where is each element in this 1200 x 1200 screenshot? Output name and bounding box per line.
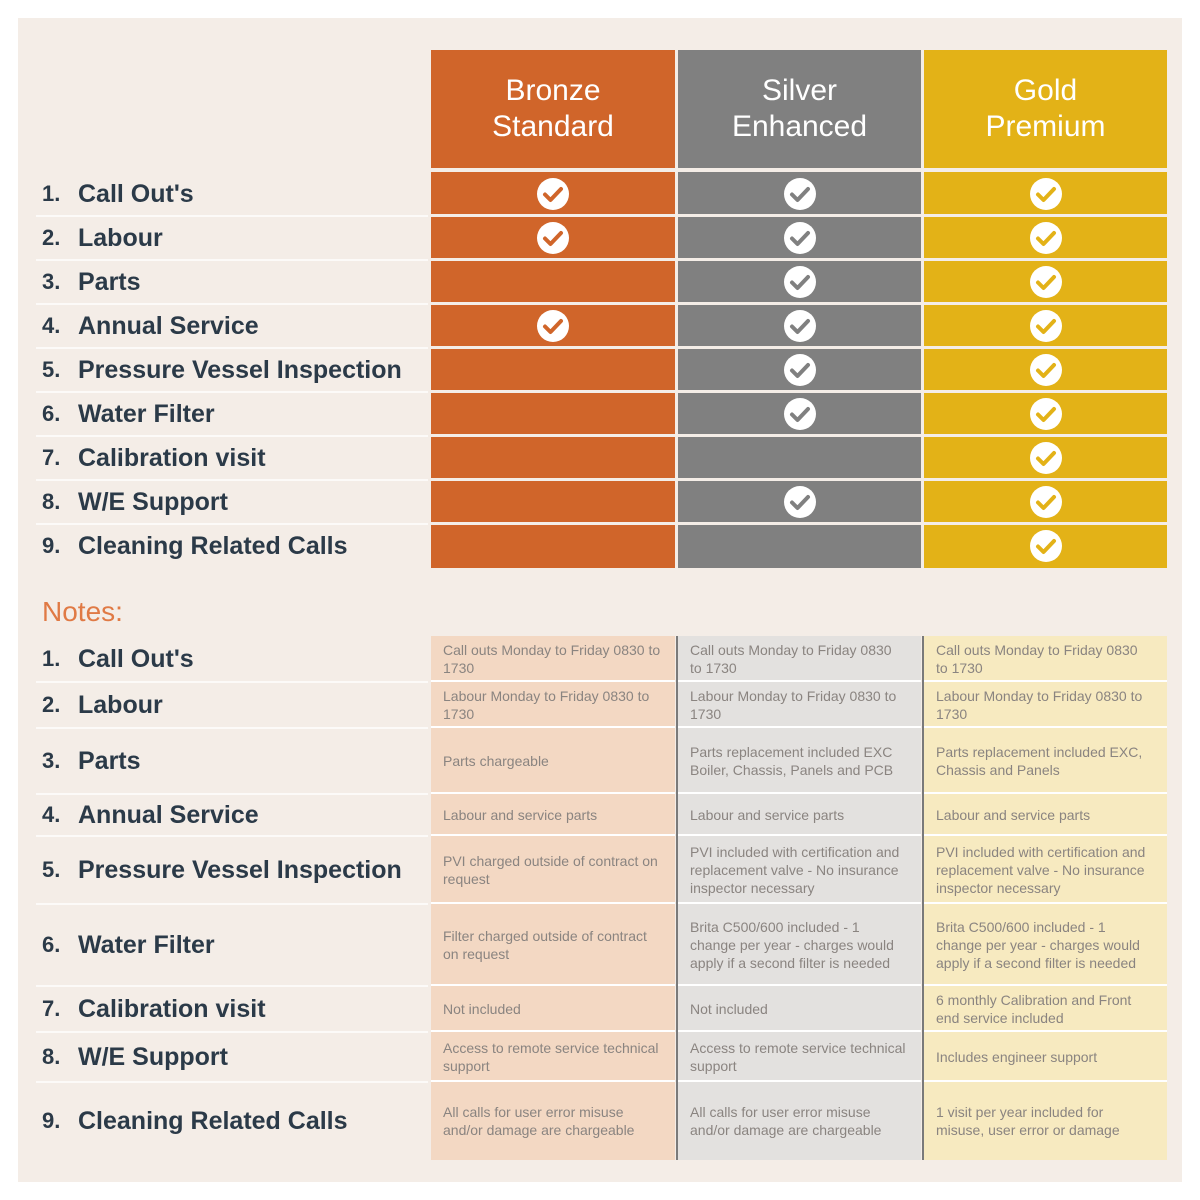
feature-label xyxy=(42,216,163,260)
note-text: Parts chargeable xyxy=(443,753,549,769)
feature-name: Annual Service xyxy=(78,311,259,340)
note-text: Call outs Monday to Friday 0830 to 1730 xyxy=(936,642,1138,676)
feature-label xyxy=(42,348,402,392)
check-icon xyxy=(783,177,817,211)
note-cell xyxy=(936,986,1163,1032)
row-separator xyxy=(431,434,675,437)
feature-label xyxy=(42,436,266,480)
feature-name: W/E Support xyxy=(78,1042,228,1071)
feature-number: 1. xyxy=(42,181,61,206)
feature-name: Cleaning Related Calls xyxy=(78,531,348,560)
notes-title: Notes: xyxy=(42,596,123,627)
note-cell xyxy=(690,1032,917,1082)
feature-label xyxy=(42,392,215,436)
note-cell xyxy=(690,682,917,728)
note-text: Not included xyxy=(443,1001,521,1017)
row-separator xyxy=(431,478,675,481)
row-separator xyxy=(678,258,921,261)
plan-header-bronze xyxy=(431,50,675,168)
note-cell xyxy=(936,636,1163,682)
note-text: Call outs Monday to Friday 0830 to 1730 xyxy=(443,642,661,676)
note-text: Brita C500/600 included - 1 change per year - charges would apply if a second filter is needed xyxy=(690,919,894,971)
check-icon xyxy=(783,221,817,255)
note-cell xyxy=(690,636,917,682)
note-feature-label xyxy=(42,1082,348,1160)
note-cell xyxy=(936,794,1163,836)
row-separator xyxy=(924,522,1167,525)
check-icon xyxy=(1029,397,1063,431)
row-separator xyxy=(678,478,921,481)
feature-label xyxy=(42,480,228,524)
check-icon xyxy=(536,309,570,343)
feature-number: 5. xyxy=(42,857,61,882)
note-feature-label xyxy=(42,986,266,1032)
feature-name: Water Filter xyxy=(78,399,215,428)
row-separator xyxy=(678,522,921,525)
row-separator xyxy=(924,390,1167,393)
check-icon xyxy=(536,177,570,211)
plan-tier: Standard xyxy=(492,110,614,143)
note-cell xyxy=(690,728,917,794)
feature-number: 5. xyxy=(42,357,61,382)
note-cell xyxy=(936,836,1163,904)
row-separator xyxy=(924,478,1167,481)
note-text: Labour Monday to Friday 0830 to 1730 xyxy=(690,688,897,722)
note-cell xyxy=(443,794,671,836)
row-separator xyxy=(678,302,921,305)
row-separator xyxy=(924,214,1167,217)
row-separator xyxy=(431,214,675,217)
note-feature-label xyxy=(42,794,259,836)
feature-name: W/E Support xyxy=(78,487,228,516)
note-text: Labour Monday to Friday 0830 to 1730 xyxy=(443,688,650,722)
feature-number: 6. xyxy=(42,932,61,957)
feature-number: 8. xyxy=(42,1044,61,1069)
note-text: All calls for user error misuse and/or damage are chargeable xyxy=(690,1104,882,1138)
note-text: Labour and service parts xyxy=(443,807,598,823)
check-icon xyxy=(783,485,817,519)
row-separator xyxy=(431,346,675,349)
feature-name: Call Out's xyxy=(78,644,194,673)
feature-name: Calibration visit xyxy=(78,994,266,1023)
feature-label xyxy=(42,524,348,568)
feature-number: 7. xyxy=(42,445,61,470)
feature-name: Pressure Vessel Inspection xyxy=(78,855,402,884)
note-text: Access to remote service technical support xyxy=(443,1040,659,1074)
note-cell xyxy=(443,1032,671,1082)
feature-number: 2. xyxy=(42,225,61,250)
feature-label xyxy=(42,172,194,216)
row-separator xyxy=(431,522,675,525)
feature-name: Calibration visit xyxy=(78,443,266,472)
check-icon xyxy=(1029,265,1063,299)
feature-number: 3. xyxy=(42,269,61,294)
row-separator xyxy=(678,434,921,437)
feature-name: Water Filter xyxy=(78,930,215,959)
check-icon xyxy=(1029,353,1063,387)
note-text: All calls for user error misuse and/or damage are chargeable xyxy=(443,1104,635,1138)
plan-header-gold xyxy=(924,50,1167,168)
feature-number: 1. xyxy=(42,646,61,671)
note-cell xyxy=(443,682,671,728)
feature-number: 4. xyxy=(42,802,61,827)
note-cell xyxy=(936,682,1163,728)
check-icon xyxy=(1029,221,1063,255)
row-separator xyxy=(924,434,1167,437)
check-icon xyxy=(1029,529,1063,563)
feature-name: Labour xyxy=(78,223,163,252)
plan-name: Silver xyxy=(761,74,837,107)
feature-number: 2. xyxy=(42,692,61,717)
note-cell xyxy=(936,728,1163,794)
note-cell xyxy=(443,1082,671,1160)
note-text: Labour Monday to Friday 0830 to 1730 xyxy=(936,688,1143,722)
note-cell xyxy=(443,636,671,682)
feature-number: 9. xyxy=(42,533,61,558)
note-cell xyxy=(936,1032,1163,1082)
row-separator xyxy=(924,346,1167,349)
note-text: Not included xyxy=(690,1001,768,1017)
feature-name: Parts xyxy=(78,267,141,296)
row-separator xyxy=(924,258,1167,261)
check-icon xyxy=(1029,485,1063,519)
note-text: Labour and service parts xyxy=(690,807,845,823)
feature-name: Cleaning Related Calls xyxy=(78,1106,348,1135)
note-feature-label xyxy=(42,636,194,682)
note-cell xyxy=(443,986,671,1032)
row-separator xyxy=(431,390,675,393)
plan-name: Gold xyxy=(1013,74,1078,107)
note-text: 1 visit per year included for misuse, user error or damage xyxy=(936,1104,1120,1138)
feature-name: Annual Service xyxy=(78,800,259,829)
check-icon xyxy=(783,353,817,387)
note-text: Call outs Monday to Friday 0830 to 1730 xyxy=(690,642,892,676)
note-text: Brita C500/600 included - 1 change per year - charges would apply if a second filter is needed xyxy=(936,919,1140,971)
check-icon xyxy=(783,309,817,343)
feature-label xyxy=(42,304,259,348)
feature-number: 8. xyxy=(42,489,61,514)
plan-header-silver xyxy=(678,50,921,168)
note-text: PVI charged outside of contract on request xyxy=(443,853,658,887)
note-text: PVI included with certification and replacement valve - No insurance inspector necessary xyxy=(690,844,900,896)
check-icon xyxy=(783,397,817,431)
note-cell xyxy=(690,794,917,836)
feature-label xyxy=(42,260,141,304)
plan-tier: Enhanced xyxy=(731,110,868,143)
note-text: PVI included with certification and replacement valve - No insurance inspector necessary xyxy=(936,844,1146,896)
note-text: Parts replacement included EXC, Chassis and Panels xyxy=(936,744,1143,778)
feature-number: 4. xyxy=(42,313,61,338)
feature-number: 7. xyxy=(42,996,61,1021)
note-feature-label xyxy=(42,836,402,904)
note-cell xyxy=(690,986,917,1032)
note-text: Includes engineer support xyxy=(936,1049,1098,1065)
plan-tier: Premium xyxy=(985,110,1106,143)
feature-name: Labour xyxy=(78,690,163,719)
note-cell xyxy=(936,904,1163,986)
note-feature-label xyxy=(42,904,215,986)
note-text: Parts replacement included EXC Boiler, Chassis, Panels and PCB xyxy=(690,744,894,778)
plan-name: Bronze xyxy=(505,74,601,107)
note-cell xyxy=(690,904,917,986)
row-separator xyxy=(431,302,675,305)
note-cell xyxy=(690,1082,917,1160)
note-text: Labour and service parts xyxy=(936,807,1091,823)
row-separator xyxy=(924,302,1167,305)
feature-name: Call Out's xyxy=(78,179,194,208)
note-cell xyxy=(443,836,671,904)
feature-number: 9. xyxy=(42,1108,61,1133)
note-cell xyxy=(936,1082,1163,1160)
note-feature-label xyxy=(42,728,141,794)
row-separator xyxy=(678,214,921,217)
note-feature-label xyxy=(42,1032,228,1082)
row-separator xyxy=(431,258,675,261)
note-cell xyxy=(443,728,671,794)
feature-name: Pressure Vessel Inspection xyxy=(78,355,402,384)
row-separator xyxy=(678,390,921,393)
check-icon xyxy=(1029,441,1063,475)
check-icon xyxy=(536,221,570,255)
note-feature-label xyxy=(42,682,163,728)
note-text: Filter charged outside of contract on request xyxy=(443,928,647,962)
row-separator xyxy=(678,346,921,349)
check-icon xyxy=(783,265,817,299)
check-icon xyxy=(1029,177,1063,211)
feature-number: 6. xyxy=(42,401,61,426)
note-cell xyxy=(690,836,917,904)
note-cell xyxy=(443,904,671,986)
check-icon xyxy=(1029,309,1063,343)
feature-name: Parts xyxy=(78,746,141,775)
note-text: Access to remote service technical support xyxy=(690,1040,906,1074)
feature-number: 3. xyxy=(42,748,61,773)
note-text: 6 monthly Calibration and Front end service included xyxy=(936,992,1132,1026)
